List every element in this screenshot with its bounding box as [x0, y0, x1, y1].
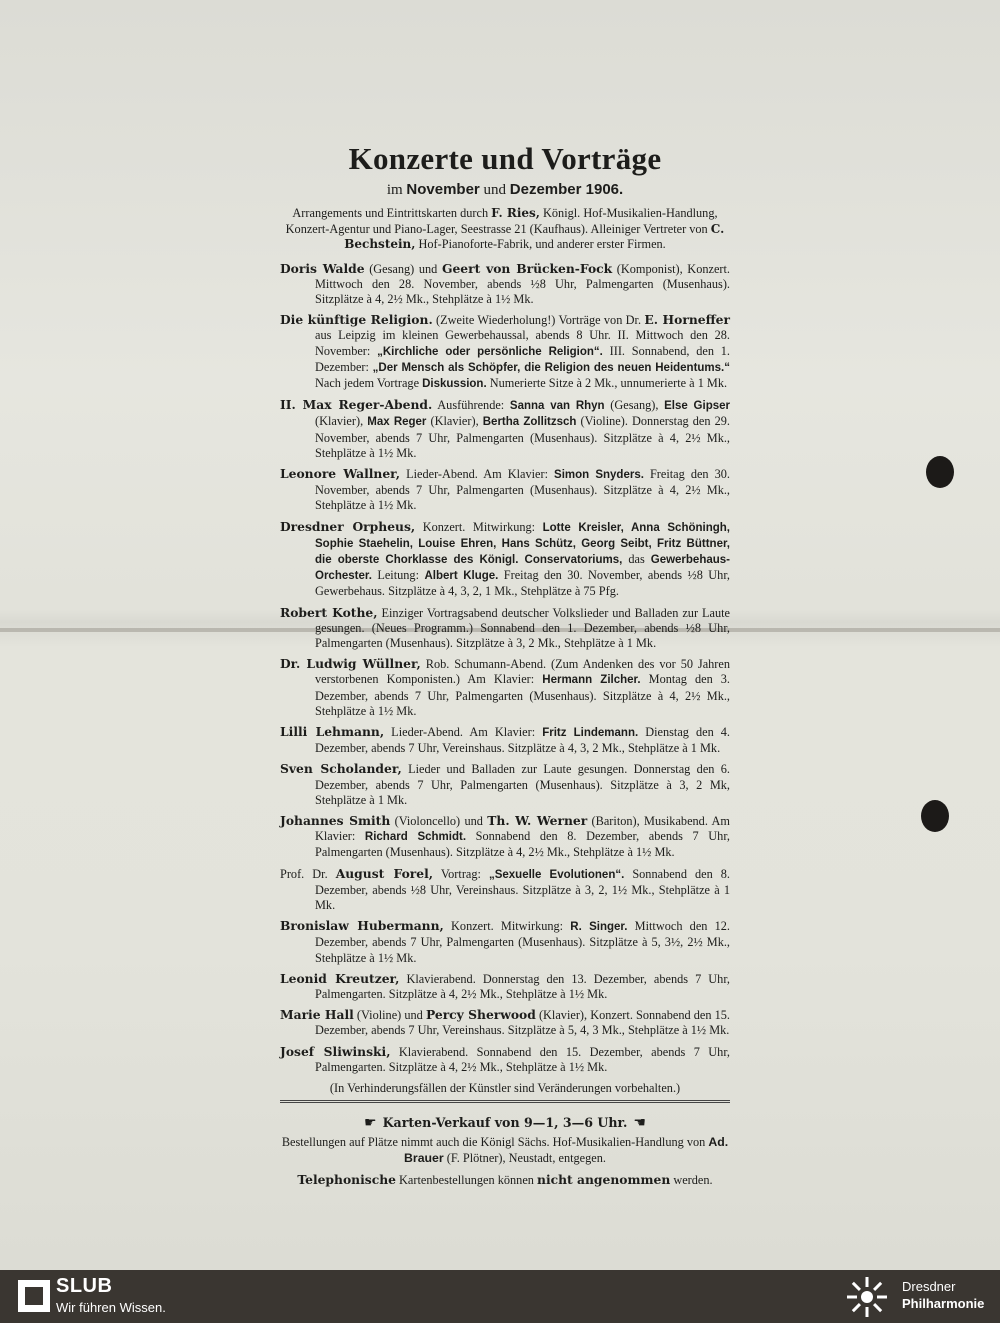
order-info: Bestellungen auf Plätze nimmt auch die Königl Sächs. Hof-Musikalien-Handlung von Ad. Brauer (F. Plötner), Neustadt, entgegen. — [281, 1135, 729, 1165]
event-entry — [280, 761, 730, 808]
event-entry — [280, 813, 730, 861]
event-text: (Bariton), Musikabend. Am Klavier: — [315, 814, 730, 844]
event-text: aus Leipzig im kleinen Gewerbehaussal, abends 8 Uhr. II. Mittwoch den 28. November: — [315, 328, 730, 358]
event-text: (Zweite Wiederholung!) Vorträge von Dr. — [432, 313, 645, 328]
disclaimer-note: (In Verhinderungsfällen der Künstler sind Veränderungen vorbehalten.) — [329, 1081, 681, 1096]
slub-logo-icon[interactable] — [18, 1280, 50, 1312]
performer-name: Leonore Wallner, — [280, 465, 401, 481]
ticket-hours: ☛ Karten-Verkauf von 9—1, 3—6 Uhr. ☚ — [364, 1115, 646, 1132]
event-text: Lieder und Balladen zur Laute gesungen. Donnerstag den 6. Dezember, abends 7 Uhr, Palmengarten (Musenhaus). Sitzplätze à 3, 2 Mk, Stehplätze à 1 Mk. — [315, 762, 730, 807]
double-rule — [280, 1100, 730, 1103]
event-text: (Klavier), — [426, 414, 483, 429]
event-text: III. Sonnabend, den 1. Dezember: — [315, 343, 730, 374]
performer-name: E. Horneffer — [644, 312, 730, 328]
event-text: Konzert. Mitwirkung: — [415, 519, 543, 534]
event-entry — [280, 656, 730, 719]
performer-name: Dresdner Orpheus, — [280, 518, 416, 534]
partner-name-line2[interactable]: Philharmonie — [902, 1296, 985, 1311]
event-text: Nach jedem Vortrage — [315, 375, 423, 390]
performer-name: Marie Hall — [280, 1007, 354, 1023]
event-text: Klavierabend. Donnerstag den 13. Dezember, abends 7 Uhr, Palmengarten. Sitzplätze à 4, 2½ Mk., Stehplätze à 1½ Mk. — [315, 971, 730, 1002]
highlight-text: R. Singer. — [570, 921, 628, 934]
performer-name: Percy Sherwood — [425, 1007, 536, 1023]
performer-name: Die künftige Religion. — [280, 312, 433, 328]
highlight-text: Gewerbehaus-Orchester. — [315, 553, 730, 583]
event-text: Konzert. Mitwirkung: — [443, 919, 571, 934]
event-entry — [280, 312, 730, 392]
event-text: Vortrag: — [433, 866, 489, 881]
event-entry — [280, 605, 730, 652]
performer-name: Geert von Brücken-Fock — [441, 260, 613, 276]
highlight-text: „Kirchliche oder persönliche Religion“. — [377, 345, 603, 358]
highlight-text: Fritz Lindemann. — [542, 726, 639, 739]
highlight-text: Diskussion. — [422, 377, 487, 390]
event-text: Rob. Schumann-Abend. (Zum Andenken des vor 50 Jahren verstorbenen Komponisten.) Am Klavier: — [315, 657, 731, 687]
event-text: Leitung: — [371, 568, 425, 583]
punch-hole — [921, 800, 949, 832]
highlight-text: Richard Schmidt. — [364, 831, 467, 844]
event-entry — [280, 918, 730, 966]
event-entry — [280, 519, 730, 600]
event-entry — [280, 1044, 730, 1075]
pointing-hand-left-icon: ☚ — [633, 1115, 646, 1132]
event-entry — [280, 724, 730, 756]
intro-paragraph: Arrangements und Eintrittskarten durch F. Ries, Königl. Hof-Musikalien-Handlung, Konzert-Agentur und Piano-Lager, Seestrasse 21 (Kaufhaus). Alleiniger Vertreter von C. Bechstein, Hof-Pianoforte-Fabrik, und anderer erster Firmen. — [285, 206, 725, 251]
program-sheet — [280, 140, 730, 1188]
event-text: Einziger Vortragsabend deutscher Volkslieder und Balladen zur Laute gesungen. (Neues Programm.) Sonnabend den 1. Dezember, abends ½8 Uhr, Palmengarten (Musenhaus). Sitzplätze à 3, 2 Mk., Stehplätze à 1 Mk. — [315, 605, 730, 650]
footer-bar — [0, 1270, 1000, 1323]
event-text: (Gesang) und — [364, 261, 442, 276]
event-text: (Gesang), — [604, 398, 665, 413]
event-text: (Violine) und — [353, 1008, 426, 1023]
highlight-text: Bertha Zollitzsch — [482, 416, 577, 429]
highlight-text: „Sexuelle Evolutionen“. — [488, 868, 625, 881]
highlight-text: Lotte Kreisler, Anna Schöningh, Sophie Staehelin, Louise Ehren, Hans Schütz, Georg Seibt, Fritz Büttner, die oberste Chorklasse des Königl. Conservatoriums, — [315, 521, 730, 566]
highlight-text: Max Reger — [367, 416, 427, 429]
event-text: Freitag den 30. November, abends ½8 Uhr, Gewerbehaus. Sitzplätze à 4, 3, 2, 1 Mk., Stehplätze à 75 Pfg. — [315, 568, 731, 599]
event-text: Ausführende: — [432, 398, 510, 413]
highlight-text: Else Gipser — [664, 400, 730, 413]
event-entry — [280, 261, 730, 308]
event-text: Prof. Dr. — [280, 866, 336, 881]
event-text: das — [622, 551, 651, 566]
performer-name: Lilli Lehmann, — [280, 723, 385, 739]
event-text: Mittwoch den 12. Dezember, abends 7 Uhr, Palmengarten (Musenhaus). Sitzplätze à 5, 3½, 2½ Mk., Stehplätze à 1½ Mk. — [315, 919, 731, 965]
event-entry — [280, 971, 730, 1002]
event-text: Sonnabend den 8. Dezember, abends 7 Uhr, Palmengarten (Musenhaus). Sitzplätze à 4, 2½ Mk., Stehplätze à 1½ Mk. — [315, 829, 730, 860]
performer-name: August Forel, — [335, 865, 434, 881]
partner-name-line1[interactable]: Dresdner — [902, 1279, 956, 1294]
performer-name: Bronislaw Hubermann, — [280, 918, 444, 934]
event-text: (Klavier), Konzert. Sonnabend den 15. Dezember, abends 7 Uhr, Vereinshaus. Sitzplätze à 5, 4, 3 Mk., Stehplätze à 1½ Mk. — [315, 1008, 731, 1038]
event-text: (Violoncello) und — [390, 814, 488, 828]
pointing-hand-right-icon: ☛ — [364, 1115, 377, 1132]
subtitle: im November und Dezember 1906. — [386, 181, 624, 198]
event-text: (Komponist), Konzert. Mittwoch den 28. November, abends ½8 Uhr, Palmengarten (Musenhaus). Sitzplätze à 4, 2½ Mk., Stehplätze à 1½ Mk. — [315, 261, 730, 306]
performer-name: Robert Kothe, — [280, 604, 378, 620]
event-list — [280, 261, 730, 1076]
event-entry — [280, 1007, 730, 1038]
highlight-text: „Der Mensch als Schöpfer, die Religion des neuen Heidentums.“ — [372, 361, 731, 374]
performer-name: Th. W. Werner — [487, 813, 588, 828]
telephone-note: Telephonische Kartenbestellungen können nicht angenommen werden. — [297, 1172, 713, 1188]
event-text: Freitag den 30. November, abends 7 Uhr, Palmengarten (Musenhaus). Sitzplätze à 4, 2½ Mk., Stehplätze à 1½ Mk. — [315, 466, 730, 513]
highlight-text: Albert Kluge. — [424, 570, 499, 583]
event-entry — [280, 466, 730, 514]
performer-name: Leonid Kreutzer, — [280, 970, 400, 986]
performer-name: II. Max Reger-Abend. — [280, 397, 433, 413]
event-text: Dienstag den 4. Dezember, abends 7 Uhr, Vereinshaus. Sitzplätze à 4, 3, 2 Mk., Stehplätze à 1 Mk. — [315, 724, 731, 756]
event-entry — [280, 397, 730, 461]
event-text: Numerierte Sitze à 2 Mk., unnumerierte à 1 Mk. — [486, 375, 728, 390]
punch-hole — [926, 456, 954, 488]
event-text: Lieder-Abend. Am Klavier: — [384, 724, 543, 739]
event-text: Lieder-Abend. Am Klavier: — [400, 466, 555, 481]
event-text: (Violine). Donnerstag den 29. November, abends 7 Uhr, Palmengarten (Musenhaus). Sitzplätze à 4, 2½ Mk., Stehplätze à 1½ Mk. — [315, 414, 730, 460]
highlight-text: Hermann Zilcher. — [542, 674, 641, 687]
performer-name: Dr. Ludwig Wüllner, — [280, 656, 421, 672]
performer-name: Johannes Smith — [280, 813, 391, 828]
highlight-text: Sanna van Rhyn — [509, 400, 605, 413]
performer-name: Josef Sliwinski, — [280, 1043, 391, 1059]
slub-name[interactable]: SLUB — [56, 1275, 113, 1297]
performer-name: Doris Walde — [280, 260, 365, 276]
page-title: Konzerte und Vorträge — [348, 141, 662, 176]
event-text: Montag den 3. Dezember, abends 7 Uhr, Palmengarten (Musenhaus). Sitzplätze à 4, 2½ Mk., Stehplätze à 1½ Mk. — [315, 672, 731, 718]
performer-name: Sven Scholander, — [280, 761, 402, 777]
highlight-text: Simon Snyders. — [554, 468, 644, 481]
event-text: Klavierabend. Sonnabend den 15. Dezember, abends 7 Uhr, Palmengarten. Sitzplätze à 4, 2½ Mk., Stehplätze à 1½ Mk. — [315, 1044, 730, 1074]
slub-tagline: Wir führen Wissen. — [56, 1300, 166, 1315]
event-text: Sonnabend den 8. Dezember, abends ½8 Uhr, Vereinshaus. Sitzplätze à 3, 2, 1½ Mk., Stehplätze à 1 Mk. — [315, 866, 730, 913]
philharmonie-logo-icon[interactable] — [845, 1275, 889, 1319]
event-entry — [280, 866, 730, 914]
event-text: (Klavier), — [315, 414, 368, 429]
